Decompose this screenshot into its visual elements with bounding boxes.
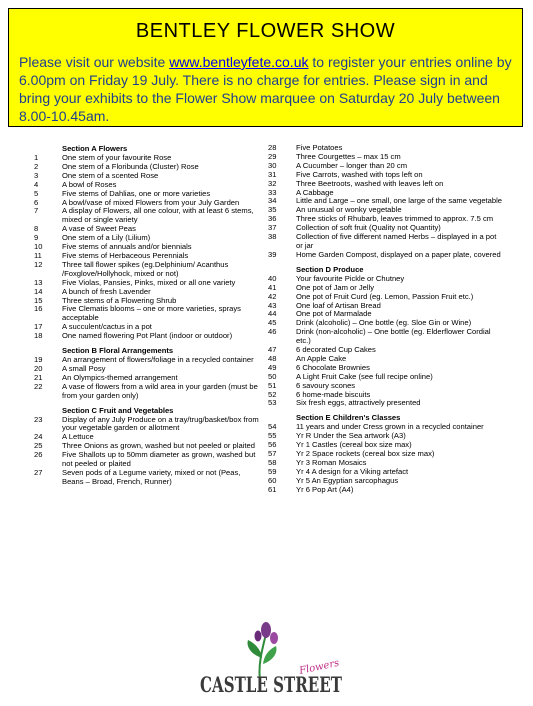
class-number: 56 — [268, 440, 277, 450]
class-description: An unusual or wonky vegetable — [296, 205, 402, 215]
class-number: 2 — [34, 161, 39, 171]
class-number: 54 — [268, 422, 277, 432]
class-description: Collection of five different named Herbs – displayed in a pot or jar — [296, 232, 497, 250]
class-number: 27 — [34, 468, 43, 477]
section — [268, 413, 504, 494]
class-description: A Light Fruit Cake (see full recipe online) — [296, 371, 433, 381]
class-description: Three sticks of Rhubarb, leaves trimmed to approx. 7.5 cm — [296, 214, 494, 224]
section-title: Section C Fruit and Vegetables — [62, 405, 174, 415]
banner-instructions — [19, 53, 514, 125]
class-description: A vase of Sweet Peas — [62, 224, 136, 234]
class-number: 44 — [268, 309, 277, 319]
class-number: 38 — [268, 232, 277, 242]
class-description: Three Onions as grown, washed but not peeled or plaited — [62, 441, 255, 451]
class-number: 23 — [34, 414, 43, 424]
class-number: 26 — [34, 450, 43, 460]
class-description: One pot of Fruit Curd (eg. Lemon, Passion Fruit etc.) — [296, 291, 474, 301]
class-number: 57 — [268, 449, 277, 459]
class-number: 32 — [268, 178, 277, 188]
class-entry — [34, 305, 262, 323]
class-description: A Lettuce — [62, 432, 94, 442]
class-description: Five Carrots, washed with tops left on — [296, 169, 423, 179]
left-column — [34, 144, 262, 492]
class-number: 48 — [268, 353, 277, 363]
class-description: One pot of Jam or Jelly — [296, 282, 375, 292]
class-description: One stem of a Lily (Lilium) — [62, 233, 151, 243]
class-number: 58 — [268, 458, 277, 467]
class-description: Yr 3 Roman Mosaics — [296, 458, 367, 467]
class-description: Drink (alcoholic) – One bottle (eg. Sloe Gin or Wine) — [296, 318, 472, 328]
class-description: An Apple Cake — [296, 353, 347, 363]
class-number: 13 — [34, 277, 43, 287]
logo-script-text: Flowers — [298, 657, 341, 677]
class-description: Yr 6 Pop Art (A4) — [296, 484, 354, 494]
banner-text-after: to register your entries online by 6.00pm on Friday 19 July. There is no charge for entries. Please sign in and bring your exhibits to the Flower Show marquee on Saturday 20 July between 8.00-10.45am. — [19, 54, 512, 124]
class-number: 24 — [34, 432, 43, 442]
class-description: Five Shallots up to 50mm diameter as grown, washed but not peeled or plaited — [62, 450, 256, 469]
class-number: 9 — [34, 233, 39, 243]
class-entry — [268, 251, 504, 260]
class-description: 6 decorated Cup Cakes — [296, 345, 376, 355]
page-title: BENTLEY FLOWER SHOW — [135, 20, 396, 42]
class-number: 39 — [268, 249, 277, 259]
class-description: Three stems of a Flowering Shrub — [62, 295, 177, 305]
class-description: Seven pods of a Legume variety, mixed or not (Peas, Beans – Broad, French, Runner) — [62, 468, 241, 486]
class-number: 47 — [268, 345, 277, 355]
class-number: 21 — [34, 372, 43, 382]
section-title: Section B Floral Arrangements — [62, 346, 174, 356]
class-description: Yr 2 Space rockets (cereal box size max) — [296, 449, 435, 459]
class-description: A bowl of Roses — [62, 179, 117, 189]
class-description: A bunch of fresh Lavender — [62, 286, 151, 296]
class-number: 36 — [268, 214, 277, 224]
class-number: 6 — [34, 197, 39, 207]
class-number: 18 — [34, 331, 43, 341]
class-description: Six fresh eggs, attractively presented — [296, 398, 421, 408]
class-number: 17 — [34, 322, 43, 332]
class-entry — [268, 399, 504, 408]
class-number: 34 — [268, 196, 277, 206]
class-entry — [34, 451, 262, 469]
class-number: 60 — [268, 475, 277, 485]
class-description: One stem of a Floribunda (Cluster) Rose — [62, 161, 199, 171]
class-description: Three Beetroots, washed with leaves left on — [296, 178, 444, 188]
class-description: Home Garden Compost, displayed on a paper plate, covered — [296, 249, 501, 259]
class-description: Three Courgettes – max 15 cm — [296, 151, 401, 161]
section-title: Section A Flowers — [62, 144, 128, 153]
class-description: One pot of Marmalade — [296, 309, 372, 319]
class-entry — [34, 207, 262, 225]
class-number: 15 — [34, 295, 43, 305]
right-column — [268, 144, 504, 500]
class-entry — [34, 469, 262, 487]
class-entry — [34, 416, 262, 434]
class-description: Yr 4 A design for a Viking artefact — [296, 466, 409, 476]
section-title: Section E Children's Classes — [296, 413, 401, 423]
class-description: One loaf of Artisan Bread — [296, 300, 381, 310]
class-description: An Olympics-themed arrangement — [62, 372, 178, 382]
class-number: 28 — [268, 143, 277, 152]
class-description: Three tall flower spikes (eg.Delphinium/ Acanthus /Foxglove/Hollyhock, mixed or not) — [62, 259, 229, 278]
class-description: Little and Large – one small, one large of the same vegetable — [296, 196, 503, 206]
class-description: Five stems of Dahlias, one or more varieties — [62, 188, 211, 198]
class-entry — [268, 233, 504, 251]
class-number: 3 — [34, 170, 39, 180]
class-number: 33 — [268, 187, 277, 197]
class-number: 20 — [34, 363, 43, 373]
class-entry — [34, 332, 262, 341]
class-number: 22 — [34, 381, 43, 391]
class-number: 4 — [34, 179, 39, 189]
class-description: Yr 1 Castles (cereal box size max) — [296, 440, 412, 450]
class-description: Your favourite Pickle or Chutney — [296, 273, 405, 283]
class-number: 40 — [268, 273, 277, 283]
class-number: 16 — [34, 304, 43, 314]
class-number: 11 — [34, 250, 42, 260]
class-description: Collection of soft fruit (Quality not Quantity) — [296, 223, 441, 233]
class-number: 52 — [268, 389, 277, 399]
section — [268, 265, 504, 409]
class-description: A Cucumber – longer than 20 cm — [296, 160, 408, 170]
section-title: Section D Produce — [296, 264, 364, 274]
class-entry — [268, 486, 504, 495]
class-description: A display of Flowers, all one colour, with at least 6 stems, mixed or single variety — [62, 206, 254, 225]
class-number: 45 — [268, 318, 277, 328]
class-number: 5 — [34, 188, 39, 198]
castle-street-logo — [196, 620, 346, 702]
class-number: 49 — [268, 362, 277, 372]
class-number: 41 — [268, 282, 277, 292]
class-number: 35 — [268, 205, 277, 215]
class-description: An arrangement of flowers/foliage in a recycled container — [62, 355, 254, 365]
class-number: 59 — [268, 466, 277, 476]
class-entry — [34, 261, 262, 279]
class-number: 29 — [268, 151, 277, 161]
class-description: Five Violas, Pansies, Pinks, mixed or all one variety — [62, 277, 236, 287]
class-number: 55 — [268, 431, 277, 441]
section — [34, 346, 262, 401]
header-banner — [8, 8, 523, 127]
class-number: 10 — [34, 242, 43, 252]
class-number: 30 — [268, 160, 277, 170]
class-number: 61 — [268, 484, 277, 494]
class-number: 14 — [34, 286, 43, 296]
class-description: A vase of flowers from a wild area in your garden (must be from your garden only) — [62, 381, 258, 400]
class-number: 12 — [34, 259, 43, 269]
website-link[interactable]: www.bentleyfete.co.uk — [169, 54, 309, 70]
class-number: 37 — [268, 223, 277, 233]
class-number: 25 — [34, 441, 43, 451]
class-description: A succulent/cactus in a pot — [62, 322, 152, 332]
section — [268, 144, 504, 260]
class-description: A bowl/vase of mixed Flowers from your July Garden — [62, 197, 240, 207]
class-description: One stem of a scented Rose — [62, 170, 159, 180]
class-description: Display of any July Produce on a tray/trug/basket/box from your vegetable garden or allotment — [62, 414, 259, 433]
class-description: Five stems of annuals and/or biennials — [62, 242, 192, 252]
class-description: Five Potatoes — [296, 143, 343, 152]
class-description: One named flowering Pot Plant (indoor or outdoor) — [62, 331, 233, 341]
section — [34, 144, 262, 341]
class-number: 8 — [34, 224, 39, 234]
class-description: Five stems of Herbaceous Perennials — [62, 250, 189, 260]
banner-text-before: Please visit our website — [19, 54, 170, 70]
class-description: A small Posy — [62, 363, 106, 373]
class-description: Yr 5 An Egyptian sarcophagus — [296, 475, 399, 485]
class-description: Yr R Under the Sea artwork (A3) — [296, 431, 406, 441]
class-description: Drink (non-alcoholic) – One bottle (eg. Elderflower Cordial etc.) — [296, 327, 491, 346]
class-description: 11 years and under Cress grown in a recycled container — [296, 422, 484, 432]
class-number: 7 — [34, 206, 39, 216]
class-number: 43 — [268, 300, 277, 310]
class-number: 51 — [268, 380, 277, 390]
class-number: 53 — [268, 398, 277, 408]
class-entry — [34, 383, 262, 401]
class-number: 46 — [268, 327, 277, 337]
class-number: 42 — [268, 291, 277, 301]
logo-main-text: CASTLE STREET — [200, 672, 343, 697]
class-number: 1 — [34, 153, 39, 162]
class-description: A Cabbage — [296, 187, 334, 197]
class-entry — [268, 328, 504, 346]
class-number: 31 — [268, 169, 277, 179]
class-description: 6 savoury scones — [296, 380, 356, 390]
class-description: 6 Chocolate Brownies — [296, 362, 370, 372]
class-description: One stem of your favourite Rose — [62, 153, 172, 162]
class-description: Five Clematis blooms – one or more varieties, sprays acceptable — [62, 304, 241, 323]
class-number: 19 — [34, 355, 43, 365]
section — [34, 406, 262, 487]
class-number: 50 — [268, 371, 277, 381]
class-description: 6 home-made biscuits — [296, 389, 371, 399]
